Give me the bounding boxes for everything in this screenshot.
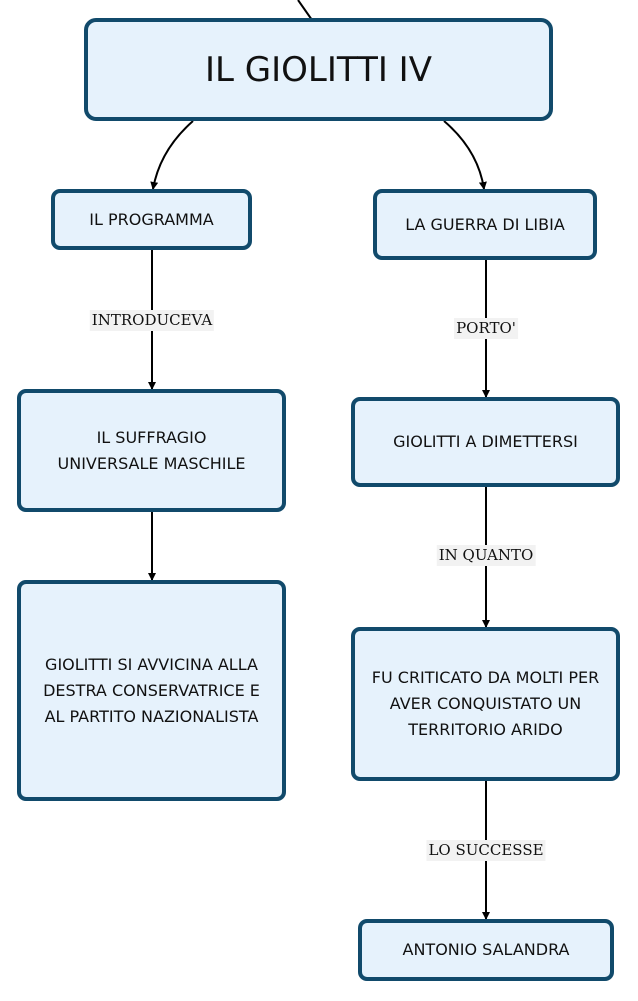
node-salandra[interactable] <box>358 919 614 981</box>
node-dimettersi-text: GIOLITTI A DIMETTERSI <box>393 432 578 451</box>
node-criticato[interactable] <box>351 627 620 781</box>
edge-title-guerra <box>444 121 484 189</box>
title-text: IL GIOLITTI IV <box>205 49 432 90</box>
link-label-lo-successe: LO SUCCESSE <box>428 841 544 859</box>
node-giolitti-avvicina[interactable] <box>17 580 286 801</box>
link-label-introduceva: INTRODUCEVA <box>91 311 213 329</box>
node-suffragio[interactable] <box>17 389 286 512</box>
incoming-edge <box>298 0 312 20</box>
node-programma[interactable] <box>51 189 252 250</box>
node-suffragio-text: IL SUFFRAGIO UNIVERSALE MASCHILE <box>57 427 246 473</box>
node-giolitti-avvicina-text: GIOLITTI SI AVVICINA ALLA DESTRA CONSERVATRICE E AL PARTITO NAZIONALISTA <box>43 654 260 726</box>
title-node[interactable] <box>84 18 553 121</box>
link-label-porto: PORTO' <box>456 319 516 337</box>
node-dimettersi[interactable] <box>351 397 620 487</box>
node-criticato-text: FU CRITICATO DA MOLTI PER AVER CONQUISTATO UN TERRITORIO ARIDO <box>371 668 600 739</box>
node-guerra-libia-text: LA GUERRA DI LIBIA <box>405 214 565 234</box>
node-salandra-text: ANTONIO SALANDRA <box>402 940 570 959</box>
edge-title-programma <box>153 121 193 189</box>
node-programma-text: IL PROGRAMMA <box>89 209 214 229</box>
link-label-in-quanto: IN QUANTO <box>438 546 534 564</box>
node-guerra-libia[interactable] <box>373 189 597 260</box>
